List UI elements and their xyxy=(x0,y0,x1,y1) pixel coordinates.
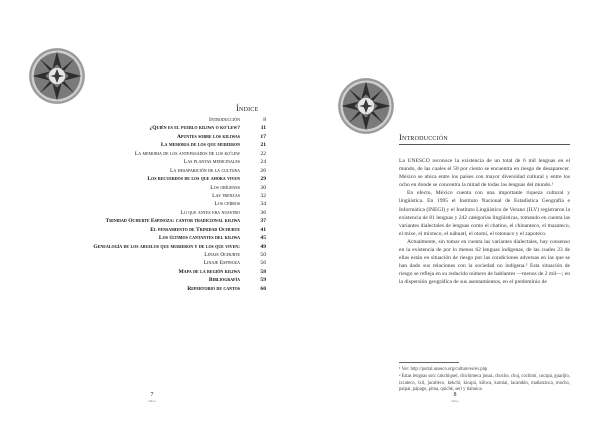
kiliwa-star-emblem-icon xyxy=(337,77,395,135)
footnote-divider xyxy=(399,362,459,363)
toc-entry-title: Linaje Espinoza xyxy=(203,260,240,267)
toc-entry-page: 37 xyxy=(260,218,266,225)
toc-entry xyxy=(0,251,266,259)
toc-entry-title: Lo que antes era nuestro xyxy=(180,209,240,216)
toc-entry xyxy=(0,200,266,208)
toc-entry-title: Las trenzas xyxy=(212,192,240,199)
toc-entry xyxy=(0,133,266,141)
toc-entry xyxy=(0,285,266,293)
toc-entry-page: 49 xyxy=(260,243,266,250)
toc-entry-title: Apuntes sobre los kiliwas xyxy=(176,133,240,140)
toc-entry xyxy=(0,226,266,234)
toc-entry-page: 56 xyxy=(260,260,266,267)
toc-entry-title: Las plantas medicinales xyxy=(183,159,240,166)
toc-entry xyxy=(0,150,266,158)
toc-entry-page: 11 xyxy=(260,125,266,132)
toc-entry xyxy=(0,184,266,192)
page-number-right xyxy=(445,392,465,403)
folio-sub: kiliwa xyxy=(148,399,156,403)
toc-entry-page: 41 xyxy=(260,226,266,233)
toc-entry xyxy=(0,158,266,166)
toc-entry-title: Genealogía de los abuelos que murieron y de los que viven: xyxy=(93,243,240,250)
footnote: ² Estas lenguas son: cakchiquel, chichimeca jonaz, chocho, chuj, cochimí, cucapá, guarijío, ixcateco, ixil, jacalteco, kekchí, kicapú, kiliwa, kumiai, lacandón, matlatzinca, mocho, paipai, pápago, pima, quiché, seri y tlahuica. xyxy=(399,373,570,393)
toc-entry-title: ¿Quién es el pueblo kiliwa o ko'lew? xyxy=(149,125,240,132)
toc-entry-title: Bibliografía xyxy=(208,277,240,284)
toc-entry-page: 22 xyxy=(260,150,266,157)
toc-entry-page: 50 xyxy=(260,252,266,258)
table-of-contents xyxy=(0,116,266,293)
paragraph: La UNESCO reconoce la existencia de un total de 6 mil lenguas en el mundo, de las cuales el 50 por ciento se encuentra en riesgo de desaparecer. México se ubica entre los países con mayor diversidad cultural y entre los ocho en donde se concentra la mitad de todas las lenguas del mundo.¹ xyxy=(399,158,570,189)
folio-sub: kiliwa xyxy=(451,399,459,403)
toc-entry-title: Trinidad Ochurte Espinoza: cantor tradicional kiliwa xyxy=(105,218,240,225)
body-text xyxy=(399,157,570,287)
toc-entry-page: 26 xyxy=(260,167,266,174)
toc-entry xyxy=(0,116,266,124)
toc-entry xyxy=(0,167,266,175)
toc-entry-title: Introducción xyxy=(209,117,240,123)
paragraph: Actualmente, sin tomar en cuenta las variantes dialectales, hay consenso en la existencia de por lo menos 62 lenguas indígenas, de las cuales 23 de ellas están en situación de riesgo por las condiciones adversas en las que se han dado sus relaciones con la sociedad no indígena.² Esta situación de riesgo se refleja en su reducido número de hablantes —menos de 2 mil—; en la dispersión geográfica de sus asentamientos, en el predominio de xyxy=(399,238,570,286)
toc-entry-title: La memoria de los que murieron xyxy=(160,142,240,149)
toc-entry-title: La desaparición de la cultura xyxy=(169,167,240,174)
folio-number: 8 xyxy=(453,392,457,398)
toc-entry-page: 24 xyxy=(260,159,266,166)
footnote: ¹ Ver: http://portal.unesco.org/culture/es/ev.php xyxy=(399,367,488,372)
toc-entry-title: Los recuerdos de los que ahora viven xyxy=(147,176,240,183)
toc-entry-title: Los últimos cantantes del kiliwa xyxy=(158,235,240,242)
toc-entry-title: Mapa de la región kiliwa xyxy=(178,268,240,275)
toc-entry-page: 60 xyxy=(260,285,266,292)
toc-entry-page: 59 xyxy=(260,277,266,284)
toc-entry xyxy=(0,124,266,132)
toc-entry-page: 8 xyxy=(263,117,266,123)
toc-entry-page: 36 xyxy=(260,209,266,216)
toc-heading: Índice xyxy=(236,103,259,113)
toc-entry xyxy=(0,217,266,225)
toc-entry-title: El pensamiento de Trinidad Ochurte xyxy=(150,226,240,233)
footnotes xyxy=(399,367,570,394)
page-number-left xyxy=(142,392,162,403)
toc-entry-title: Linaje Ochurte xyxy=(204,252,240,258)
section-title: Introducción xyxy=(399,132,448,142)
toc-entry xyxy=(0,268,266,276)
toc-entry xyxy=(0,141,266,149)
toc-entry-page: 17 xyxy=(260,133,266,140)
toc-entry-page: 45 xyxy=(260,235,266,242)
folio-number: 7 xyxy=(150,392,154,398)
toc-entry-page: 30 xyxy=(260,184,266,191)
toc-entry xyxy=(0,259,266,267)
toc-entry-page: 21 xyxy=(260,142,266,149)
paragraph: En efecto, México cuenta con una importante riqueza cultural y lingüística. En 1995 el Instituto Nacional de Estadística Geografía e Informática (INEGI) y el Instituto Lingüístico de Verano (ILV) registraron la existencia de 81 lenguas y 242 categorías lingüísticas, tomando en cuenta las variantes dialectales de lenguas como el chatino, el chinanteco, el mazateco, el mixe, el mixteco, el náhuatl, el otomí, el totonaco y el zapoteco. xyxy=(399,190,570,237)
toc-entry xyxy=(0,234,266,242)
toc-entry xyxy=(0,276,266,284)
toc-entry xyxy=(0,175,266,183)
toc-entry-title: Los cerros xyxy=(214,201,240,208)
toc-entry-page: 34 xyxy=(260,201,266,208)
toc-entry-page: 58 xyxy=(260,268,266,275)
toc-entry-page: 32 xyxy=(260,192,266,199)
kiliwa-star-emblem-icon xyxy=(28,47,86,105)
toc-entry-page: 29 xyxy=(260,176,266,183)
toc-entry-title: La memoria de los antepasados de los ko'lew xyxy=(134,150,240,157)
toc-entry xyxy=(0,192,266,200)
toc-entry-title: Repertorio de cantos xyxy=(187,285,240,292)
section-divider xyxy=(399,144,570,145)
toc-entry xyxy=(0,243,266,251)
toc-entry-title: Los orígenes xyxy=(210,184,240,191)
toc-entry xyxy=(0,209,266,217)
